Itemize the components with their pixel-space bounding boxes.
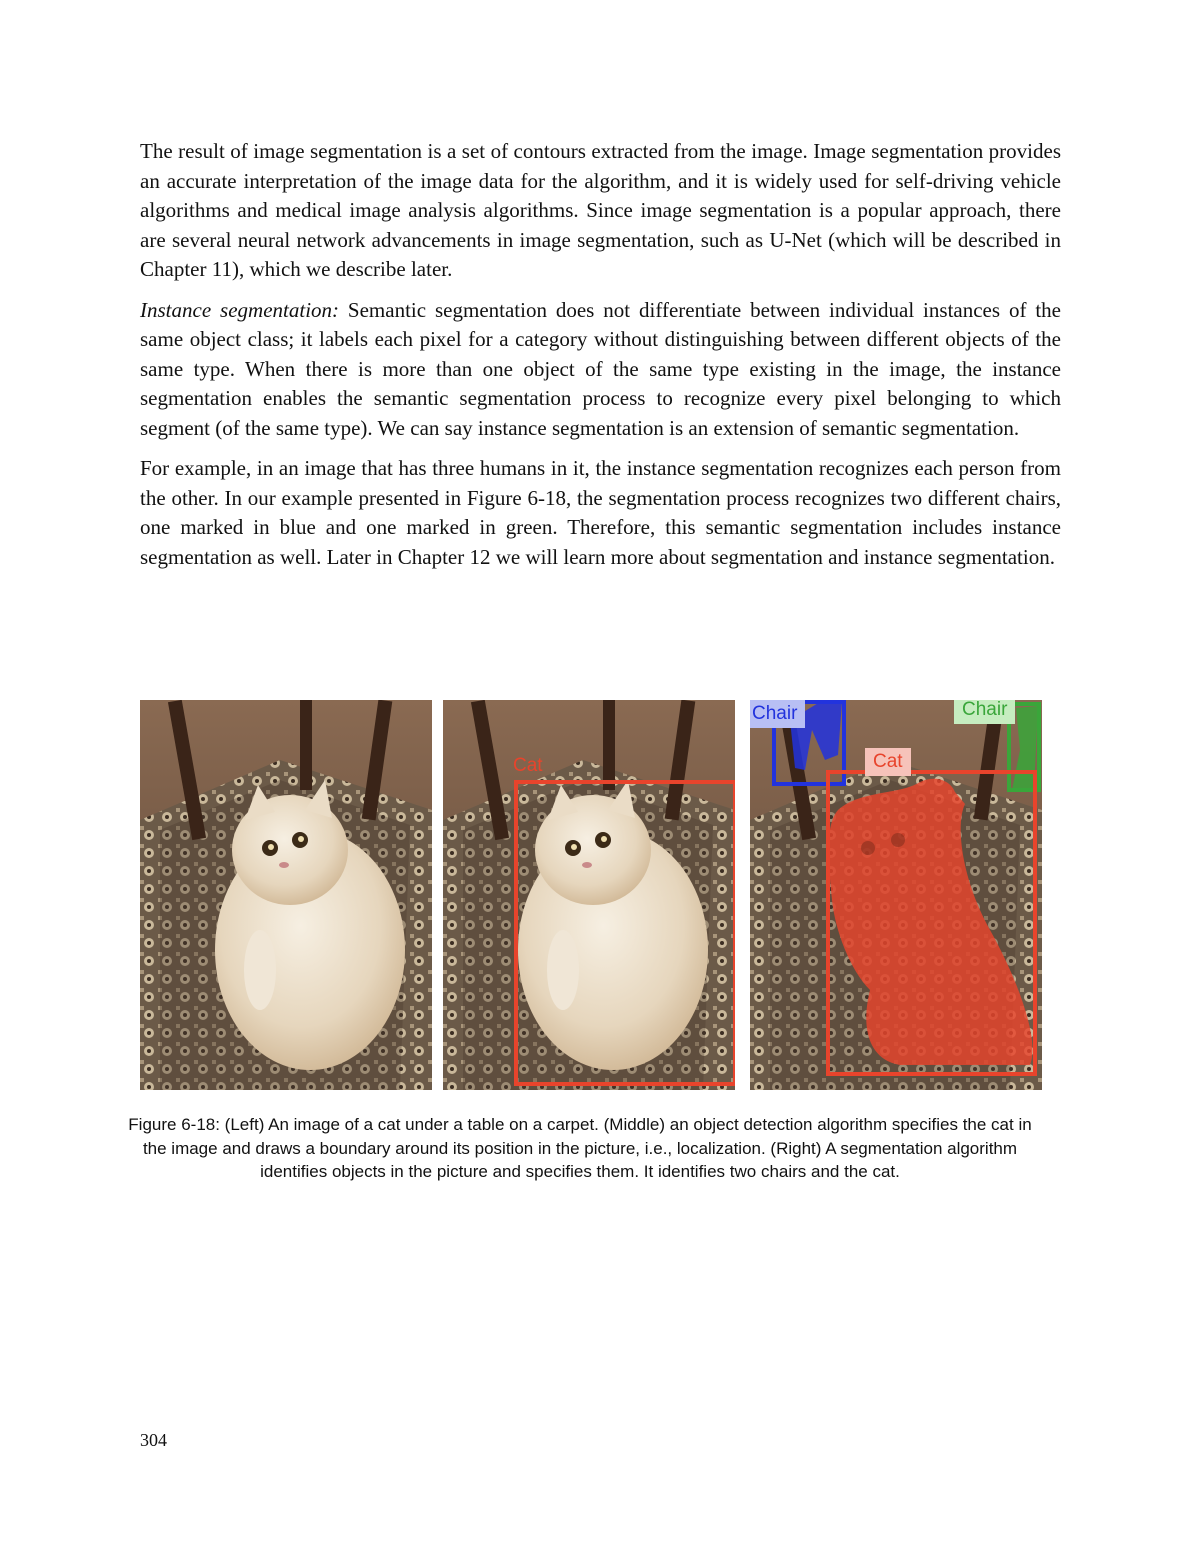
body-text	[140, 137, 1061, 583]
page-number: 304	[140, 1430, 167, 1450]
chair-label-green: Chair	[954, 700, 1015, 724]
cat-label-right: Cat	[865, 748, 911, 776]
cat-label-middle: Cat	[513, 755, 543, 776]
figure-caption: Figure 6-18: (Left) An image of a cat under a table on a carpet. (Middle) an object detection algorithm specifies the cat in the image and draws a boundary around its position in the picture, i.e., localization. (Right) A segmentation algorithm identifies objects in the picture and specifies them. It identifies two chairs and the cat.	[128, 1115, 1032, 1181]
figure-6-18	[140, 700, 1043, 1090]
instance-segmentation-term: Instance segmentation:	[140, 297, 340, 322]
instance-segmentation-text: Semantic segmentation does not differentiate between individual instances of the same object class; it labels each pixel for a category without distinguishing between different objects of the same type. When there is more than one object of the same type existing in the image, the instance segmentation enables the semantic segmentation process to recognize every pixel belonging to which segment (of the same type). We can say instance segmentation is an extension of semantic segmentation.	[140, 297, 1061, 440]
left-panel-original-image	[140, 700, 432, 1090]
middle-panel-object-detection	[443, 700, 735, 1090]
right-panel-segmentation	[750, 700, 1042, 1090]
chair-label-blue: Chair	[750, 700, 805, 728]
cat-photo-left	[140, 700, 432, 1090]
cat-bounding-box-middle	[514, 780, 735, 1086]
cat-bounding-box-right	[826, 770, 1037, 1076]
paragraph-example: For example, in an image that has three humans in it, the instance segmentation recognizes each person from the other. In our example presented in Figure 6-18, the segmentation process recognizes two different chairs, one marked in blue and one marked in green. Therefore, this semantic segmentation includes instance segmentation as well. Later in Chapter 12 we will learn more about segmentation and instance segmentation.	[140, 456, 1061, 569]
paragraph-instance-segmentation	[140, 296, 1061, 444]
paragraph-segmentation-result: The result of image segmentation is a set of contours extracted from the image. Image segmentation provides an accurate interpretation of the image data for the algorithm, and it is widely used for self-driving vehicle algorithms and medical image analysis algorithms. Since image segmentation is a popular approach, there are several neural network advancements in image segmentation, such as U-Net (which will be described in Chapter 11), which we describe later.	[140, 139, 1061, 281]
